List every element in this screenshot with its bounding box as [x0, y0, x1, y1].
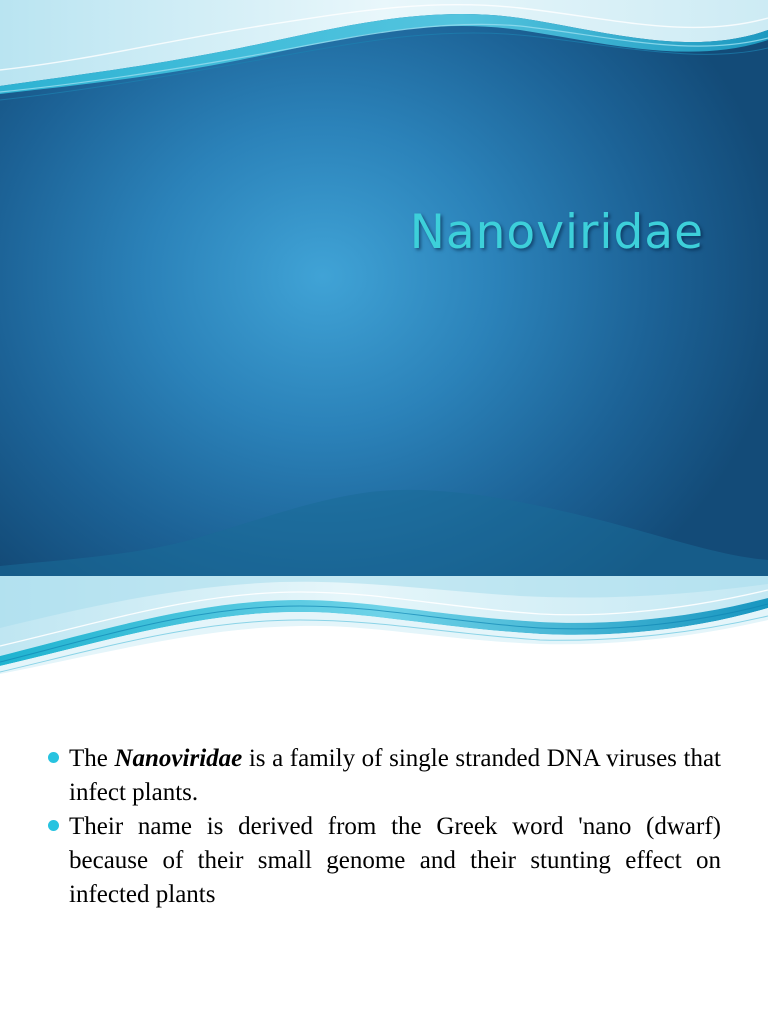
list-item: [48, 742, 721, 810]
bullet-dot-icon: [48, 820, 59, 831]
bullet-dot-icon: [48, 752, 59, 763]
bullet-text: is a family of single stranded DNA viruses that infect plants.: [69, 745, 721, 806]
bullet-prefix: The: [69, 745, 115, 772]
bullet-list: [48, 742, 721, 912]
bullet-text: Their name is derived from the Greek word 'nano (dwarf) because of their small genome and their stunting effect on infected plants: [69, 813, 721, 908]
slide-title: Nanoviridae: [409, 205, 704, 260]
list-item: [48, 810, 721, 912]
bullet-emphasis: Nanoviridae: [114, 745, 243, 772]
content-slide: [0, 576, 768, 1024]
